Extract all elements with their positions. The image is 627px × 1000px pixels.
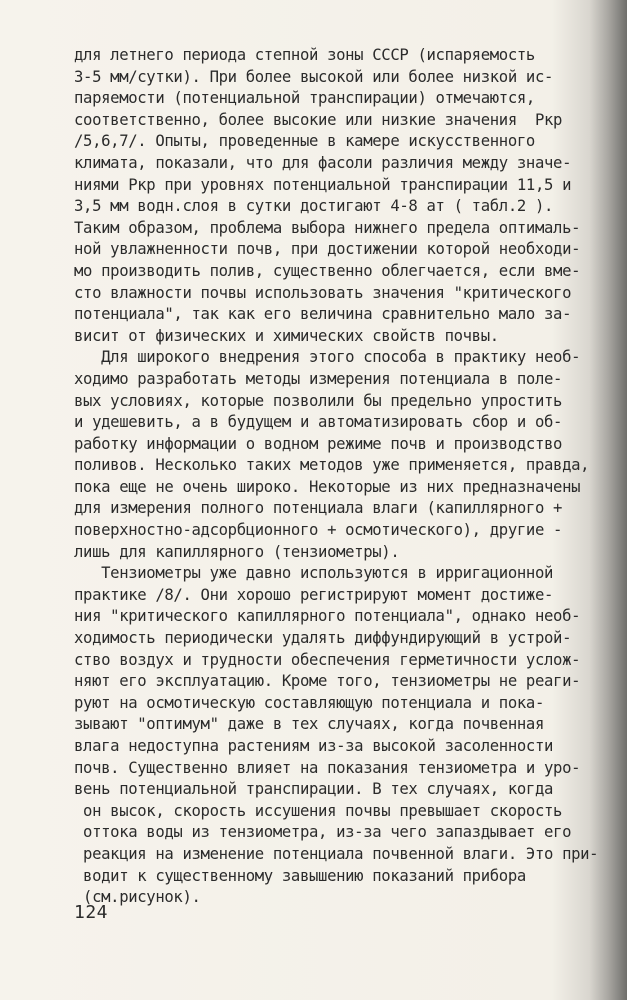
text-line: ходимость периодически удалять диффундирующий в устрой- xyxy=(74,629,572,648)
text-line: няют его эксплуатацию. Кроме того, тензиометры не реаги- xyxy=(74,672,581,691)
text-line: вых условиях, которые позволили бы предельно упростить xyxy=(74,391,563,410)
text-line: ходимо разработать методы измерения потенциала в поле- xyxy=(74,369,563,388)
text-line: поверхностно-адсорбционного + осмотического), другие - xyxy=(74,521,563,540)
text-line: сто влажности почвы использовать значения "критического xyxy=(74,283,572,302)
text-line: 3,5 мм водн.слоя в сутки достигают 4-8 ат ( табл.2 ). xyxy=(74,197,554,216)
text-line: соответственно, более высокие или низкие значения Pкр xyxy=(74,110,563,129)
text-line: ной увлажненности почв, при достижении которой необходи- xyxy=(74,240,581,259)
text-line: поливов. Несколько таких методов уже применяется, правда, xyxy=(74,456,590,475)
text-line: 3-5 мм/сутки). При более высокой или более низкой ис- xyxy=(74,67,554,86)
text-line: ния "критического капиллярного потенциала", однако необ- xyxy=(74,607,581,626)
page-number: 124 xyxy=(74,902,109,923)
text-line: пока еще не очень широко. Некоторые из них предназначены xyxy=(74,477,581,496)
text-line: мо производить полив, существенно облегчается, если вме- xyxy=(74,261,581,280)
text-line: влага недоступна растениям из-за высокой засоленности xyxy=(74,737,554,755)
text-line: он высок, скорость иссушения почвы превышает скорость xyxy=(74,801,563,820)
text-line: лишь для капиллярного (тензиометры). xyxy=(74,542,400,561)
text-line: паряемости (потенциальной транспирации) отмечаются, xyxy=(74,89,535,108)
text-line: для измерения полного потенциала влаги (капиллярного + xyxy=(74,499,563,518)
text-line: оттока воды из тензиометра, из-за чего запаздывает его xyxy=(74,823,572,842)
text-line: руют на осмотическую составляющую потенциала и пока- xyxy=(74,693,544,712)
text-line: висит от физических и химических свойств почвы. xyxy=(74,326,499,345)
text-line: почв. Существенно влияет на показания тензиометра и уро- xyxy=(74,758,581,777)
text-line: ниями Pкр при уровнях потенциальной транспирации 11,5 и xyxy=(74,175,572,194)
text-line: практике /8/. Они хорошо регистрируют момент достиже- xyxy=(74,585,554,604)
text-line: Для широкого внедрения этого способа в практику необ- xyxy=(74,348,581,367)
text-line: реакция на изменение потенциала почвенной влаги. Это при- xyxy=(74,844,599,863)
text-line: климата, показали, что для фасоли различия между значе- xyxy=(74,153,572,172)
text-line: вень потенциальной транспирации. В тех случаях, когда xyxy=(74,780,554,799)
text-line: /5,6,7/. Опыты, проведенные в камере искусственного xyxy=(74,132,535,151)
text-line: Таким образом, проблема выбора нижнего предела оптималь- xyxy=(74,218,581,237)
text-line: потенциала", так как его величина сравнительно мало за- xyxy=(74,305,572,324)
text-line: для летнего периода степной зоны СССР (испаряемость xyxy=(74,46,535,64)
text-line: Тензиометры уже давно используются в ирригационной xyxy=(74,564,554,583)
text-line: (см.рисунок). xyxy=(74,888,201,907)
text-line: зывают "оптимум" даже в тех случаях, когда почвенная xyxy=(74,715,544,734)
text-line: водит к существенному завышению показаний прибора xyxy=(74,866,526,885)
body-text xyxy=(74,45,599,909)
text-line: работку информации о водном режиме почв и производство xyxy=(74,434,563,453)
text-line: и удешевить, а в будущем и автоматизировать сбор и об- xyxy=(74,413,563,432)
text-line: ство воздух и трудности обеспечения герметичности услож- xyxy=(74,650,581,669)
